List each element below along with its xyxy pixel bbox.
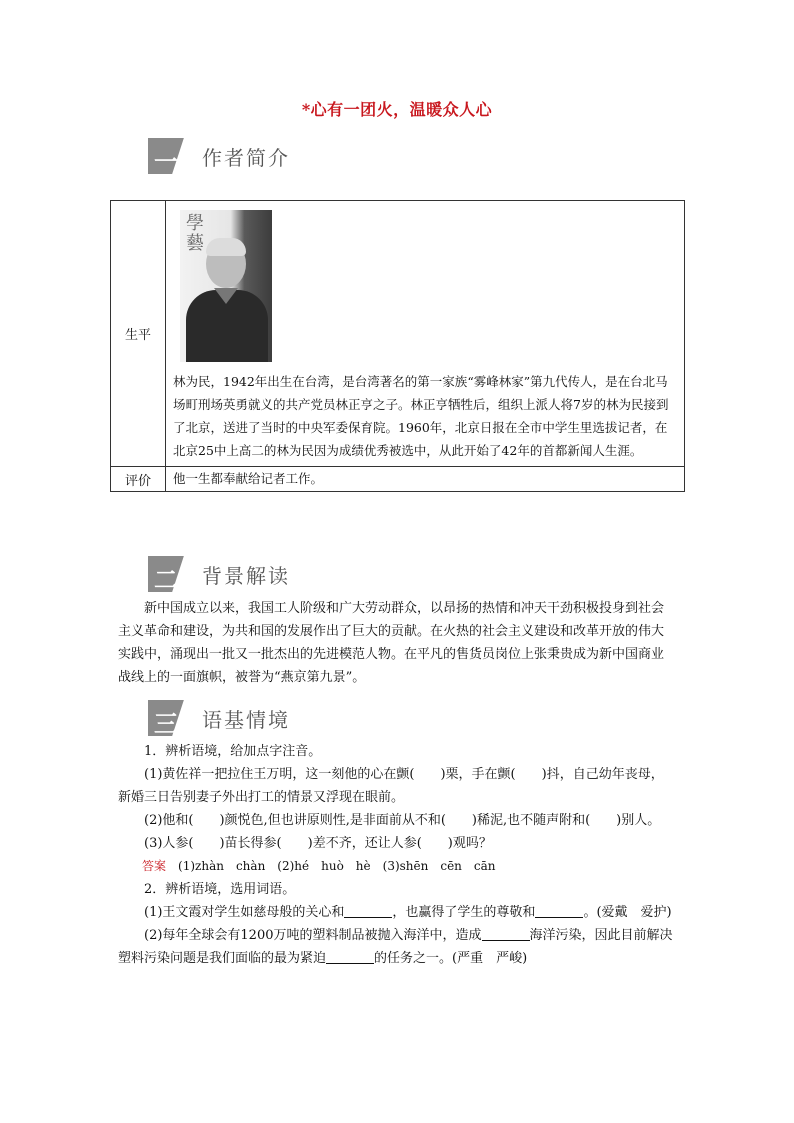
answer-text: (1)zhàn chàn (2)hé huò hè (3)shēn cēn cān xyxy=(178,859,496,873)
section-number-badge: 二 xyxy=(148,556,188,592)
answer-blank[interactable] xyxy=(344,904,392,918)
background-paragraph: 新中国成立以来，我国工人阶级和广大劳动群众，以昂扬的热情和冲天干劲积极投身到社会主义革命和建设，为共和国的发展作出了巨大的贡献。在火热的社会主义建设和改革开放的伟大实践中，涌现出一批又一批杰出的先进模范人物。在平凡的售货员岗位上张秉贵成为新中国商业战线上的一面旗帜，被誉为“燕京第九景”。 xyxy=(118,601,665,685)
section-header-background xyxy=(148,556,290,592)
question-2-item-2: (2)每年全球会有1200万吨的塑料制品被抛入海洋中，造成 海洋污染，因此目前解决塑料污染问题是我们面临的最为紧迫 的任务之一。(严重 严峻) xyxy=(118,928,673,966)
author-bio-table xyxy=(110,200,685,492)
section-number-badge: 一 xyxy=(148,138,188,174)
question-2-item-1: (1)王文霞对学生如慈母般的关心和 ，也赢得了学生的尊敬和 。(爱戴 爱护) xyxy=(144,905,672,920)
section-title: 背景解读 xyxy=(202,563,290,588)
bio-label-life: 生平 xyxy=(111,201,166,467)
answer-blank[interactable] xyxy=(535,904,583,918)
author-photo: 學 藝 xyxy=(180,210,272,362)
question-1-item-3: (3)人参( )苗长得参( )差不齐，还让人参( )观吗？ xyxy=(144,836,492,851)
page-title: *心有一团火，温暖众人心 xyxy=(301,100,493,119)
bio-evaluation-text: 他一生都奉献给记者工作。 xyxy=(166,467,685,492)
answer-blank[interactable] xyxy=(326,950,374,964)
section-title: 语基情境 xyxy=(202,707,290,732)
question-1: 1．辨析语境，给加点字注音。 xyxy=(144,744,322,759)
answer-blank[interactable] xyxy=(482,927,530,941)
background-section xyxy=(118,597,674,689)
bio-label-evaluation: 评价 xyxy=(111,467,166,492)
exercise-section xyxy=(118,740,674,970)
answer-line xyxy=(118,855,674,878)
section-title: 作者简介 xyxy=(202,145,290,170)
question-1-item-2: (2)他和( )颜悦色,但也讲原则性,是非面前从不和( )稀泥,也不随声附和( )别人。 xyxy=(144,813,661,828)
section-header-language xyxy=(148,700,290,736)
answer-label: 答案 xyxy=(142,859,167,873)
bio-life-cell xyxy=(166,201,685,467)
section-header-author xyxy=(148,138,290,174)
question-1-item-1: (1)黄佐祥一把拉住王万明，这一刻他的心在颤( )栗，手在颤( )抖，自己幼年丧母，新婚三日告别妻子外出打工的情景又浮现在眼前。 xyxy=(118,767,664,805)
bio-life-text: 林为民，1942年出生在台湾，是台湾著名的第一家族“雾峰林家”第九代传人，是在台北马场町刑场英勇就义的共产党员林正亨之子。林正亨牺牲后，组织上派人将7岁的林为民接到了北京，送进了当时的中央军委保育院。1960年，北京日报在全市中学生里选拔记者，在北京25中上高二的林为民因为成绩优秀被选中，从此开始了42年的首都新闻人生涯。 xyxy=(173,374,669,458)
question-2: 2．辨析语境，选用词语。 xyxy=(144,882,296,897)
section-number-badge: 三 xyxy=(148,700,188,736)
